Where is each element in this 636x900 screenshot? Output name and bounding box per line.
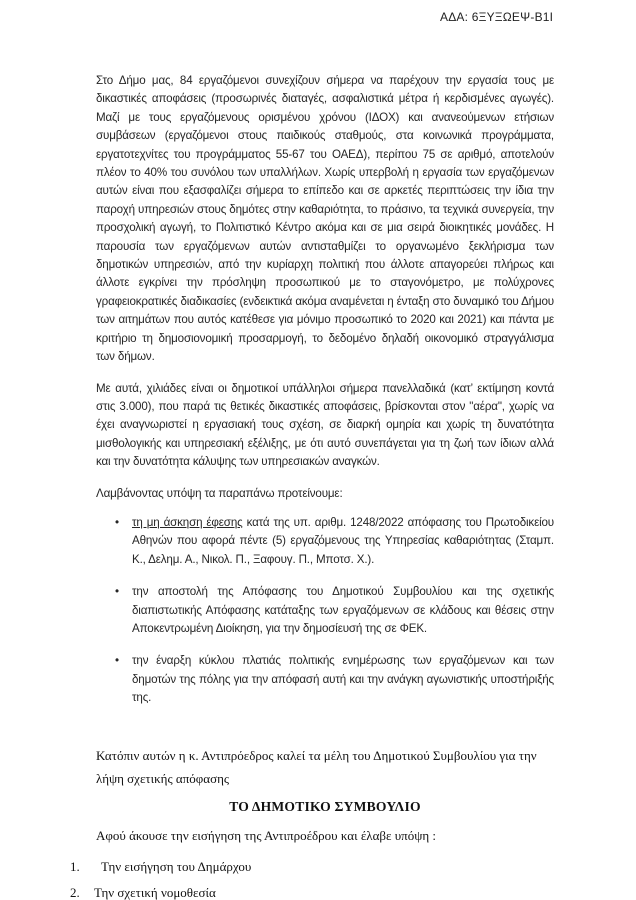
closing-paragraph: Κατόπιν αυτών η κ. Αντιπρόεδρος καλεί τα μέλη του Δημοτικού Συμβουλίου για την λήψη σχετικής απόφασης [96,747,537,786]
bullet-text: κατά της υπ. αριθμ. 1248/2022 απόφασης του Πρωτοδικείου Αθηνών που αφορά πέντε (5) εργαζόμενους της Υπηρεσίας καθαριότητας (Σταμπ. Κ., Δελημ. Α., Νικολ. Π., Ξαφουγ. Π., Μποτσ. Χ.). [132,515,554,566]
item-number: 2. [70,884,80,900]
ada-code-label: ΑΔΑ: 6ΞΥΞΩΕΨ-Β1Ι [440,10,554,24]
proposal-list [115,514,554,708]
paragraph-nationwide-situation: Με αυτά, χιλιάδες είναι οι δημοτικοί υπάλληλοι σήμερα πανελλαδικά (κατ’ εκτίμηση κοντά στις 3.000), που παρά τις θετικές δικαστικές αποφάσεις, βρίσκονται στον "αέρα", χωρίς να έχει αναγνωριστεί η εργασιακή τους σχέση, σε διαρκή ομηρία και χωρίς τη δυνατότητα μισθολογικής και υπηρεσιακή εξέλιξης, με ότι αυτό συνεπάγεται για τη ζωή των ίδιων αλλά και την δυνατότητα κάλυψης των υπηρεσιακών αναγκών. [96,381,554,469]
list-item [115,514,554,569]
bullet-text: την έναρξη κύκλου πλατιάς πολιτικής ενημέρωσης των εργαζόμενων και των δημοτών της πόλης για την απόφασή αυτή και την ανάγκη αγωνιστικής υποστήριξής της. [132,654,554,705]
bullet-icon: • [115,585,119,599]
list-item [115,652,554,707]
bullet-text: την αποστολή της Απόφασης του Δημοτικού Συμβουλίου και της σχετικής διαπιστωτικής Απόφασης κατάταξης των εργαζόμενων σε κλάδους και θέσεις στην Αποκεντρωμένη Διοίκηση, για την δημοσίευσή της σε ΦΕΚ. [132,585,554,635]
paragraph-employees-status: Στο Δήμο μας, 84 εργαζόμενοι συνεχίζουν σήμερα να παρέχουν την εργασία τους με δικαστικές αποφάσεις (προσωρινές διαταγές, ασφαλιστικά μέτρα ή κερδισμένες αγωγές). Μαζί με τους εργαζόμενους ορισμένου χρόνου (ΙΔΟΧ) και ανανεούμενων ετήσιων συμβάσεων (εργαζόμενοι στους παιδικούς σταθμούς, στα κοινωνικά προγράμματα, εργατοτεχνίτες του προγράμματος 55-67 του ΟΑΕΔ), περίπου 75 σε αριθμό, αποτελούν πλέον το 40% του συνόλου των υπαλλήλων. Χωρίς υπερβολή η εργασία των εργαζόμενων αυτών είναι που εξασφαλίζει σήμερα το επίπεδο και σε αρκετές περιπτώσεις την ίδια την παροχή υπηρεσιών στους δημότες στην καθαριότητα, το πράσινο, τα τεχνικά συνεργεία, την προσχολική αγωγή, το Πολιτιστικό Κέντρο ακόμα και σε μια σειρά διοικητικές μονάδες. Η παρουσία των εργαζόμενων αυτών αντισταθμίζει το οργανωμένο ξεκλήρισμα των δημοτικών υπηρεσιών, από την κυρίαρχη πολιτική που άλλοτε απαγορεύει πλήρως και άλλοτε εγκρίνει την πρόσληψη προσωπικού με το σταγονόμετρο, με πολύχρονες γραφειοκρατικές διαδικασίες (ενδεικτικά ακόμα αναμένεται η ένταξη στο δυναμικό του Δήμου των αιτημάτων που αυτός κατέθεσε για μόνιμο προσωπικό το 2020 και 2021) και πάντα με κριτήριο τη δημοσιονομική προσαρμογή, το δεδομένο δηλαδή οικονομικό στραγγάλισμα των δήμων. [96,74,554,364]
bullet-icon: • [115,515,119,529]
bullet-underlined-text: τη μη άσκηση έφεσης [132,515,243,529]
document-body [70,72,554,900]
proposal-intro: Λαμβάνοντας υπόψη τα παραπάνω προτείνουμε: [96,486,343,500]
considering-line: Αφού άκουσε την εισήγηση της Αντιπροέδρου και έλαβε υπόψη : [96,827,437,843]
council-heading: ΤΟ ΔΗΜΟΤΙΚΟ ΣΥΜΒΟΥΛΙΟ [229,798,421,814]
item-text: Την εισήγηση του Δημάρχου [101,858,252,874]
item-number: 1. [70,858,80,874]
list-item [115,583,554,638]
list-item [70,880,554,900]
decision-section [70,744,554,900]
item-text: Την σχετική νομοθεσία [94,884,216,900]
considered-items-list [70,854,554,900]
bullet-icon: • [115,654,119,668]
list-item [70,854,554,880]
